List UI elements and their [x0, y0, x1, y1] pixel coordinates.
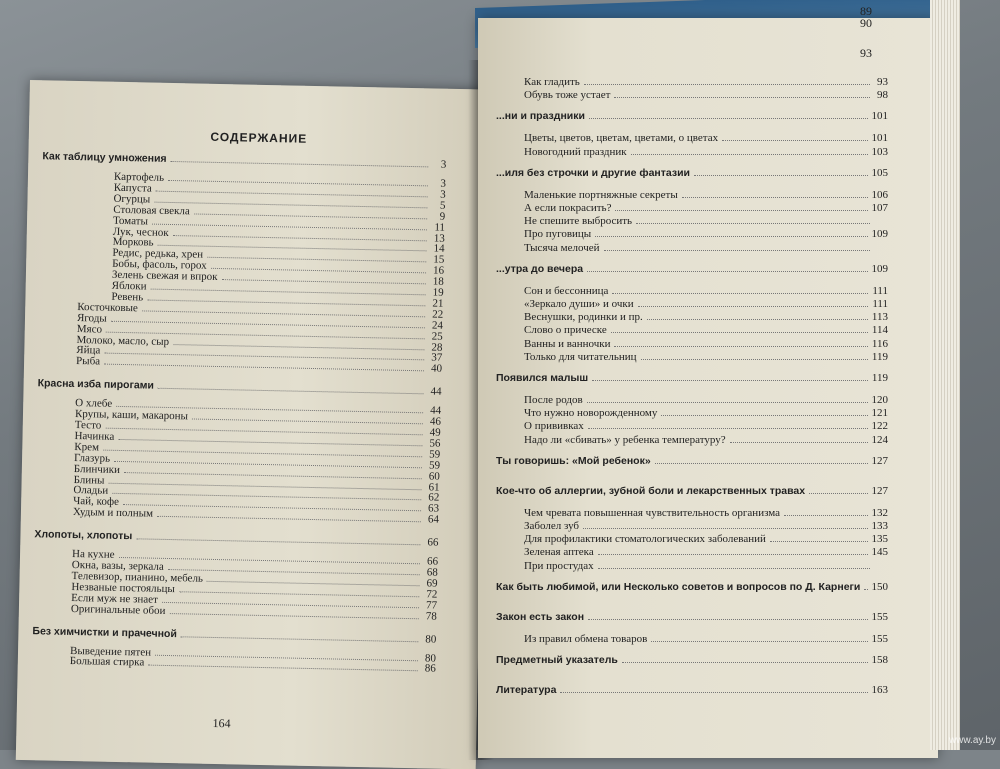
toc-entry-label: Литература	[496, 684, 557, 696]
toc-entry-page: 119	[871, 350, 888, 363]
toc-entry-label: Как гладить	[524, 76, 580, 88]
toc-section	[34, 528, 438, 549]
left-page	[16, 80, 490, 769]
toc-entry-page: 59	[428, 459, 441, 472]
toc-entry-page: 78	[425, 610, 437, 623]
toc-entry-label: Хлопоты, хлопоты	[34, 528, 133, 543]
dot-leader	[655, 462, 868, 464]
toc-entry	[524, 285, 888, 298]
toc-entry-label: Рыба	[75, 355, 101, 368]
toc-entry-label: Закон есть закон	[496, 610, 585, 623]
toc-entry-label: Яблоки	[111, 279, 147, 293]
toc-entry-page: 3	[440, 158, 447, 171]
toc-heading-text: СОДЕРЖАНИЕ	[210, 129, 308, 146]
toc-entry-page: 111	[872, 298, 888, 310]
toc-entry-page: 62	[428, 491, 440, 505]
toc-entry-page: 109	[871, 228, 888, 241]
toc-entry-page: 124	[871, 433, 888, 446]
dot-leader	[148, 664, 417, 672]
toc-entry-label: Капуста	[113, 181, 152, 195]
dot-leader	[612, 292, 868, 294]
dot-leader	[730, 441, 868, 443]
toc-entry-page: 68	[426, 566, 438, 579]
toc-entry	[524, 228, 888, 241]
toc-entry-label: О хлебе	[75, 397, 113, 410]
toc-entry-page: 101	[871, 110, 888, 123]
toc-entry-page: 127	[871, 484, 888, 497]
toc-entry-page: 72	[426, 588, 438, 601]
toc-entry-page: 63	[427, 502, 440, 515]
toc-entry-page: 109	[871, 262, 888, 275]
toc-entry-page: 135	[871, 533, 888, 546]
toc-entry-page: 16	[432, 264, 445, 277]
toc-entry-page: 3	[440, 177, 447, 190]
toc-entry	[524, 89, 888, 102]
toc-entry-label: Чай, кофе	[73, 495, 120, 509]
toc-section	[496, 263, 888, 276]
toc-entry-label: Как таблицу умножения	[42, 150, 167, 165]
toc-heading	[29, 127, 489, 150]
dot-leader	[614, 345, 867, 347]
toc-entry-page: 107	[871, 202, 888, 214]
toc-entry-label: Выведение пятен	[69, 644, 152, 659]
dot-leader	[560, 691, 867, 693]
toc-entry-label: Картофель	[113, 170, 165, 184]
toc-section	[496, 684, 888, 697]
dot-leader	[864, 588, 867, 590]
toc-entry-page: 49	[429, 426, 441, 439]
toc-entry-page: 66	[426, 555, 439, 568]
toc-section	[496, 611, 888, 624]
toc-entry-page: 14	[433, 242, 445, 256]
toc-section	[496, 372, 888, 385]
toc-entry-page: 93	[877, 76, 888, 88]
toc-section	[38, 377, 442, 398]
toc-entry-label: Столовая свекла	[113, 203, 190, 218]
toc-entry-page: 122	[871, 420, 888, 433]
toc-entry-page: 59	[429, 448, 441, 461]
toc-entry-label: Сон и бессонница	[524, 284, 609, 297]
toc-entry-label: О прививках	[524, 420, 584, 433]
toc-entry-page: 106	[871, 188, 888, 201]
toc-entry-label: Ты говоришь: «Мой ребенок»	[496, 454, 651, 467]
dot-leader	[641, 358, 868, 360]
toc-entry-label: Бобы, фасоль, горох	[112, 257, 207, 272]
dot-leader	[136, 537, 420, 545]
dot-leader	[592, 379, 868, 381]
toc-entry-label: Новогодний праздник	[524, 145, 627, 158]
toc-entry-page: 5	[439, 199, 446, 212]
toc-entry-label: ...иля без строчки и другие фантазии	[496, 166, 690, 179]
toc-entry-label: Большая стирка	[69, 655, 145, 669]
toc-entry	[524, 215, 888, 228]
toc-entry-label: Цветы, цветов, цветам, цветами, о цветах	[524, 132, 719, 145]
toc-entry-page: 44	[430, 404, 442, 417]
toc-entry-label: Ревень	[111, 290, 144, 304]
dot-leader	[651, 640, 867, 642]
toc-section	[496, 455, 888, 468]
toc-page-number: 90	[860, 16, 872, 30]
toc-entry-label: Окна, вазы, зеркала	[71, 558, 164, 573]
toc-entry-label: Начинка	[74, 429, 115, 443]
toc-entry-label: Оригинальные обои	[70, 602, 166, 617]
page-number: 164	[212, 715, 231, 731]
toc-entry-label: Про пуговицы	[524, 228, 592, 241]
toc-entry-label: Только для читательниц	[524, 350, 637, 363]
toc-entry-page: 3	[440, 188, 446, 201]
toc-entry-label: А если покрасить?	[524, 202, 612, 214]
toc-entry-page: 133	[871, 520, 888, 532]
toc-entry-label: Маленькие портняжные секреты	[524, 188, 678, 201]
toc-entry-page: 13	[433, 231, 445, 245]
toc-entry-label: Обувь тоже устает	[524, 89, 611, 102]
toc-entry-label: Появился малыш	[496, 372, 589, 384]
toc-entry-label: Предметный указатель	[496, 654, 618, 666]
dot-leader	[583, 527, 867, 529]
toc-entry-label: Красна изба пирогами	[37, 377, 155, 392]
toc-entry	[524, 520, 888, 533]
dot-leader	[171, 160, 429, 167]
dot-leader	[104, 363, 424, 372]
toc-entry-label: Блины	[73, 473, 105, 487]
toc-entry-label: Зеленая аптека	[524, 546, 594, 559]
toc-entry-page: 105	[871, 166, 888, 179]
toc-page-number: 89	[860, 4, 872, 18]
toc-entry-page: 66	[427, 536, 439, 549]
toc-entry-page: 80	[424, 651, 437, 665]
toc-entry	[524, 546, 888, 559]
toc-entry-label: Редис, редька, хрен	[112, 247, 204, 261]
toc-entry-label: Глазурь	[73, 451, 111, 465]
toc-entry-label: Без химчистки и прачечной	[32, 624, 177, 640]
toc-entry-label: Морковь	[112, 236, 154, 250]
toc-entry-label: Томаты	[112, 214, 149, 228]
toc-entry	[524, 76, 888, 89]
dot-leader	[722, 139, 867, 141]
toc-entry-label: Веснушки, родинки и пр.	[524, 311, 643, 324]
toc-section	[496, 167, 888, 180]
dot-leader	[611, 331, 868, 333]
toc-entry-label: ...ни и праздники	[496, 110, 585, 123]
toc-entry-page: 19	[432, 286, 444, 299]
toc-entry-label: Зелень свежая и впрок	[111, 268, 218, 284]
toc-entry-page: 22	[432, 308, 444, 321]
toc-entry-page: 40	[430, 362, 443, 375]
dot-leader	[809, 492, 867, 494]
toc-entry-page: 145	[871, 546, 888, 559]
toc-entry-page: 120	[871, 394, 888, 406]
toc-entry-page: 103	[871, 145, 888, 158]
dot-leader	[588, 618, 867, 620]
watermark: www.ay.by	[948, 735, 996, 746]
toc-page-number: 93	[860, 46, 872, 60]
toc-entry-label: При простудах	[524, 559, 594, 572]
toc-entry	[524, 324, 888, 337]
toc-entry	[524, 189, 888, 202]
toc-entry-page: 77	[425, 599, 438, 612]
toc-entry-label: После родов	[524, 394, 583, 406]
toc-entry-page: 111	[872, 284, 888, 297]
left-toc	[16, 80, 490, 769]
toc-entry-label: Худым и полным	[72, 506, 154, 520]
toc-entry-page: 127	[871, 454, 888, 467]
toc-entry-label: Тесто	[74, 419, 102, 432]
toc-entry-page: 158	[871, 654, 888, 666]
dot-leader	[584, 83, 870, 85]
dot-leader	[588, 427, 868, 429]
toc-entry-label: Молоко, масло, сыр	[76, 333, 170, 348]
toc-entry	[524, 507, 888, 520]
dot-leader	[682, 196, 868, 198]
toc-entry-label: Крем	[74, 440, 100, 454]
toc-entry-page: 86	[424, 662, 436, 676]
dot-leader	[622, 661, 868, 663]
dot-leader	[631, 153, 868, 155]
dot-leader	[661, 414, 867, 416]
toc-entry-page: 61	[428, 480, 440, 494]
toc-entry-label: Крупы, каши, макароны	[74, 408, 189, 423]
right-toc	[478, 4, 938, 758]
toc-entry	[524, 394, 888, 407]
toc-entry-page: 98	[877, 89, 888, 102]
dot-leader	[604, 249, 870, 251]
toc-entry-page: 64	[427, 513, 440, 526]
dot-leader	[614, 96, 870, 98]
toc-entry-label: Что нужно новорожденному	[524, 407, 658, 420]
toc-entry	[524, 560, 888, 573]
toc-entry-label: Ванны и ванночки	[524, 337, 611, 350]
toc-entry-label: Яйца	[76, 344, 101, 357]
toc-entry-label: Тысяча мелочей	[524, 241, 600, 254]
dot-leader	[694, 174, 868, 176]
dot-leader	[595, 235, 867, 237]
dot-leader	[181, 635, 419, 642]
toc-entry-page: 24	[431, 319, 444, 332]
toc-entry-label: Надо ли «сбивать» у ребенка температуру?	[524, 433, 726, 446]
toc-entry-label: Телевизор, пианино, мебель	[71, 569, 204, 585]
toc-entry-page: 44	[430, 385, 442, 398]
toc-entry-label: Незваные постояльцы	[71, 580, 175, 595]
toc-entry-page: 80	[425, 632, 437, 646]
toc-section	[42, 150, 446, 171]
dot-leader	[587, 401, 868, 403]
toc-entry-label: На кухне	[71, 548, 115, 561]
toc-entry-label: Для профилактики стоматологических заболеваний	[524, 533, 766, 546]
toc-entry-page: 15	[433, 253, 445, 267]
toc-section	[32, 625, 436, 646]
toc-entry-label: Огурцы	[113, 192, 151, 206]
toc-entry	[524, 146, 888, 159]
toc-entry-page: 9	[439, 210, 446, 223]
toc-entry-page: 60	[428, 470, 440, 483]
dot-leader	[587, 270, 867, 272]
toc-entry-page: 155	[871, 610, 888, 623]
toc-entry-page: 113	[871, 311, 888, 324]
toc-entry	[524, 420, 888, 433]
dot-leader	[158, 387, 424, 395]
toc-entry-page: 69	[426, 577, 438, 590]
toc-entry	[524, 338, 888, 351]
dot-leader	[636, 222, 870, 224]
toc-entry	[524, 533, 888, 546]
toc-section	[496, 485, 888, 498]
toc-entry	[524, 242, 888, 255]
right-page	[478, 4, 938, 758]
toc-section	[496, 654, 888, 667]
toc-entry-page: 121	[871, 407, 888, 420]
toc-entry-page: 163	[871, 684, 888, 696]
toc-entry-label: Слово о прическе	[524, 324, 607, 337]
toc-entry-page: 116	[871, 337, 888, 350]
toc-section	[496, 581, 888, 594]
dot-leader	[615, 209, 867, 211]
toc-entry-label: ...утра до вечера	[496, 262, 584, 275]
toc-entry-label: Как быть любимой, или Несколько советов и вопросов по Д. Карнеги	[496, 580, 861, 593]
toc-entry-page: 18	[432, 275, 444, 288]
dot-leader	[770, 540, 868, 542]
dot-leader	[169, 612, 418, 619]
toc-entry-page: 155	[871, 632, 888, 645]
toc-entry-page: 150	[871, 580, 888, 593]
toc-entry-page: 101	[871, 132, 888, 145]
toc-entry-label: Из правил обмена товаров	[524, 632, 648, 645]
toc-entry-label: Не спешите выбросить	[524, 215, 633, 228]
toc-entry-page: 56	[429, 437, 441, 450]
toc-entry-label: Лук, чеснок	[112, 225, 169, 239]
toc-entry-page: 46	[429, 415, 442, 428]
toc-entry-page: 11	[434, 221, 446, 234]
toc-entry	[524, 298, 888, 311]
toc-entry-label: Заболел зуб	[524, 520, 580, 532]
toc-entry-label: Ягоды	[76, 311, 107, 325]
toc-entry-page: 21	[432, 297, 444, 310]
toc-entry	[524, 633, 888, 646]
page-edges	[930, 0, 960, 750]
dot-leader	[598, 567, 870, 569]
toc-entry	[524, 311, 888, 324]
toc-entry-label: Кое-что об аллергии, зубной боли и лекарственных травах	[496, 484, 806, 497]
toc-entry-page: 114	[871, 324, 888, 337]
toc-entry	[524, 407, 888, 420]
dot-leader	[784, 514, 867, 516]
dot-leader	[598, 553, 868, 555]
dot-leader	[157, 515, 421, 523]
dot-leader	[638, 305, 869, 307]
toc-entry-page: 37	[431, 351, 443, 365]
toc-entry-label: Оладьи	[73, 484, 109, 498]
toc-entry	[524, 434, 888, 447]
toc-entry-label: «Зеркало души» и очки	[524, 298, 634, 310]
toc-entry-label: Если муж не знает	[71, 591, 158, 606]
dot-leader	[589, 117, 868, 119]
dot-leader	[647, 318, 868, 320]
toc-entry-page: 28	[431, 340, 443, 354]
toc-entry	[524, 202, 888, 215]
toc-entry-page: 132	[871, 506, 888, 519]
toc-entry-label: Косточковые	[77, 300, 138, 315]
toc-section	[496, 110, 888, 123]
toc-entry	[524, 132, 888, 145]
toc-entry-page: 119	[871, 372, 888, 384]
toc-entry-label: Чем чревата повышенная чувствительность организма	[524, 506, 781, 519]
toc-entry-label: Блинчики	[73, 462, 121, 476]
toc-entry-label: Мясо	[76, 322, 103, 336]
toc-entry	[524, 351, 888, 364]
toc-entry-page: 25	[431, 330, 443, 343]
